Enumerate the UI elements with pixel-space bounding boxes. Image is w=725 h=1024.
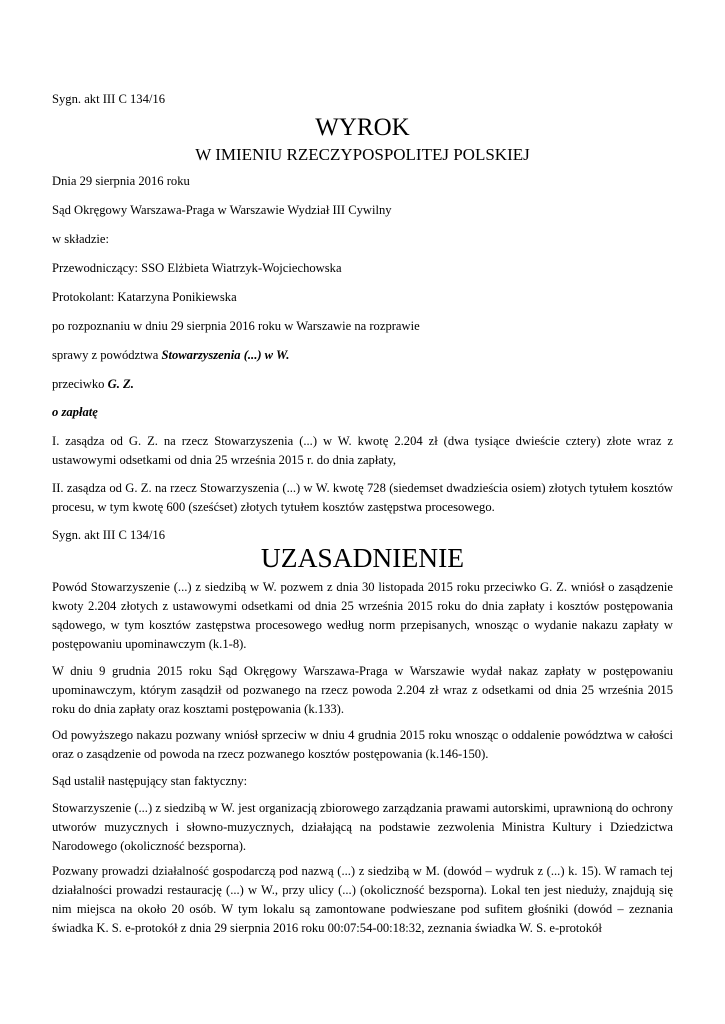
case-subject: o zapłatę bbox=[52, 405, 98, 419]
judgment-title: WYROK bbox=[315, 114, 410, 141]
against-line bbox=[52, 376, 134, 393]
justification-paragraph-1: Powód Stowarzyszenie (...) z siedzibą w W. pozwem z dnia 30 listopada 2015 roku przeciwko G. Z. wniósł o zasądzenie kwoty 2.204 złotych z ustawowymi odsetkami od dnia 25 września 2015 roku do dnia zapłaty i kosztów postępowania sądowego, w tym kosztów zastępstwa procesowego według norm przepisanych, wnosząc o wydanie nakazu zapłaty w postępowaniu upominawczym (k.1-8). bbox=[52, 580, 673, 651]
justification-paragraph-5: Stowarzyszenie (...) z siedzibą w W. jest organizacją zbiorowego zarządzania prawami autorskimi, uprawnioną do ochrony utworów muzycznych i słowno-muzycznych, działającą na podstawie zezwolenia Ministra Kultury i Dziedzictwa Narodowego (okoliczność bezsporna). bbox=[52, 801, 673, 853]
justification-paragraph-6: Pozwany prowadzi działalność gospodarczą pod nazwą (...) z siedzibą w M. (dowód – wydruk z (...) k. 15). W ramach tej działalności prowadzi restaurację (...) w W., przy ulicy (...) (okoliczność bezsporna). Lokal ten jest nieduży, znajdują się nim miejsca na około 20 osób. W tym lokalu są zamontowane podwieszane pod sufitem głośniki (dowód – zeznania świadka K. S. e-protokół z dnia 29 sierpnia 2016 roku 00:07:54-00:18:32, zeznania świadka W. S. e-protokół bbox=[52, 864, 673, 935]
court-name: Sąd Okręgowy Warszawa-Praga w Warszawie Wydział III Cywilny bbox=[52, 203, 392, 217]
justification-title: UZASADNIENIE bbox=[260, 542, 465, 573]
hearing-info: po rozpoznaniu w dniu 29 sierpnia 2016 roku w Warszawie na rozprawie bbox=[52, 319, 420, 333]
case-signature: Sygn. akt III C 134/16 bbox=[52, 92, 165, 106]
justification-paragraph-4: Sąd ustalił następujący stan faktyczny: bbox=[52, 774, 248, 788]
judgment-date: Dnia 29 sierpnia 2016 roku bbox=[52, 174, 190, 188]
defendant-name: G. Z. bbox=[107, 377, 134, 391]
claim-line bbox=[52, 347, 289, 364]
against-prefix: przeciwko bbox=[52, 377, 108, 391]
claimant-name: Stowarzyszenia (...) w W. bbox=[161, 348, 290, 362]
claim-prefix: sprawy z powództwa bbox=[52, 348, 162, 362]
justification-paragraph-2: W dniu 9 grudnia 2015 roku Sąd Okręgowy Warszawa-Praga w Warszawie wydał nakaz zapłaty w postępowaniu upominawczym, którym zasądził od pozwanego na rzecz powoda 2.204 zł wraz z odsetkami od dnia 25 września 2015 roku do dnia zapłaty oraz kosztami postępowania (k.133). bbox=[52, 664, 673, 716]
composition-label: w składzie: bbox=[52, 232, 110, 246]
ruling-point-2: II. zasądza od G. Z. na rzecz Stowarzyszenia (...) w W. kwotę 728 (siedemset dwadzieścia osiem) złotych tytułem kosztów procesu, w tym kwotę 600 (sześćset) złotych tytułem kosztów zastępstwa procesowego. bbox=[52, 481, 673, 514]
ruling-point-1: I. zasądza od G. Z. na rzecz Stowarzyszenia (...) w W. kwotę 2.204 zł (dwa tysiące dwieście cztery) złote wraz z ustawowymi odsetkami od dnia 25 września 2015 r. do dnia zapłaty, bbox=[52, 434, 673, 467]
court-clerk: Protokolant: Katarzyna Ponikiewska bbox=[52, 290, 237, 304]
judgment-subtitle: W IMIENIU RZECZYPOSPOLITEJ POLSKIEJ bbox=[195, 145, 530, 164]
justification-paragraph-3: Od powyższego nakazu pozwany wniósł sprzeciw w dniu 4 grudnia 2015 roku wnosząc o oddalenie powództwa w całości oraz o zasądzenie od powoda na rzecz pozwanego kosztów postępowania (k.146-150). bbox=[52, 728, 673, 761]
justification-signature: Sygn. akt III C 134/16 bbox=[52, 528, 165, 542]
presiding-judge: Przewodniczący: SSO Elżbieta Wiatrzyk-Wojciechowska bbox=[52, 261, 342, 275]
